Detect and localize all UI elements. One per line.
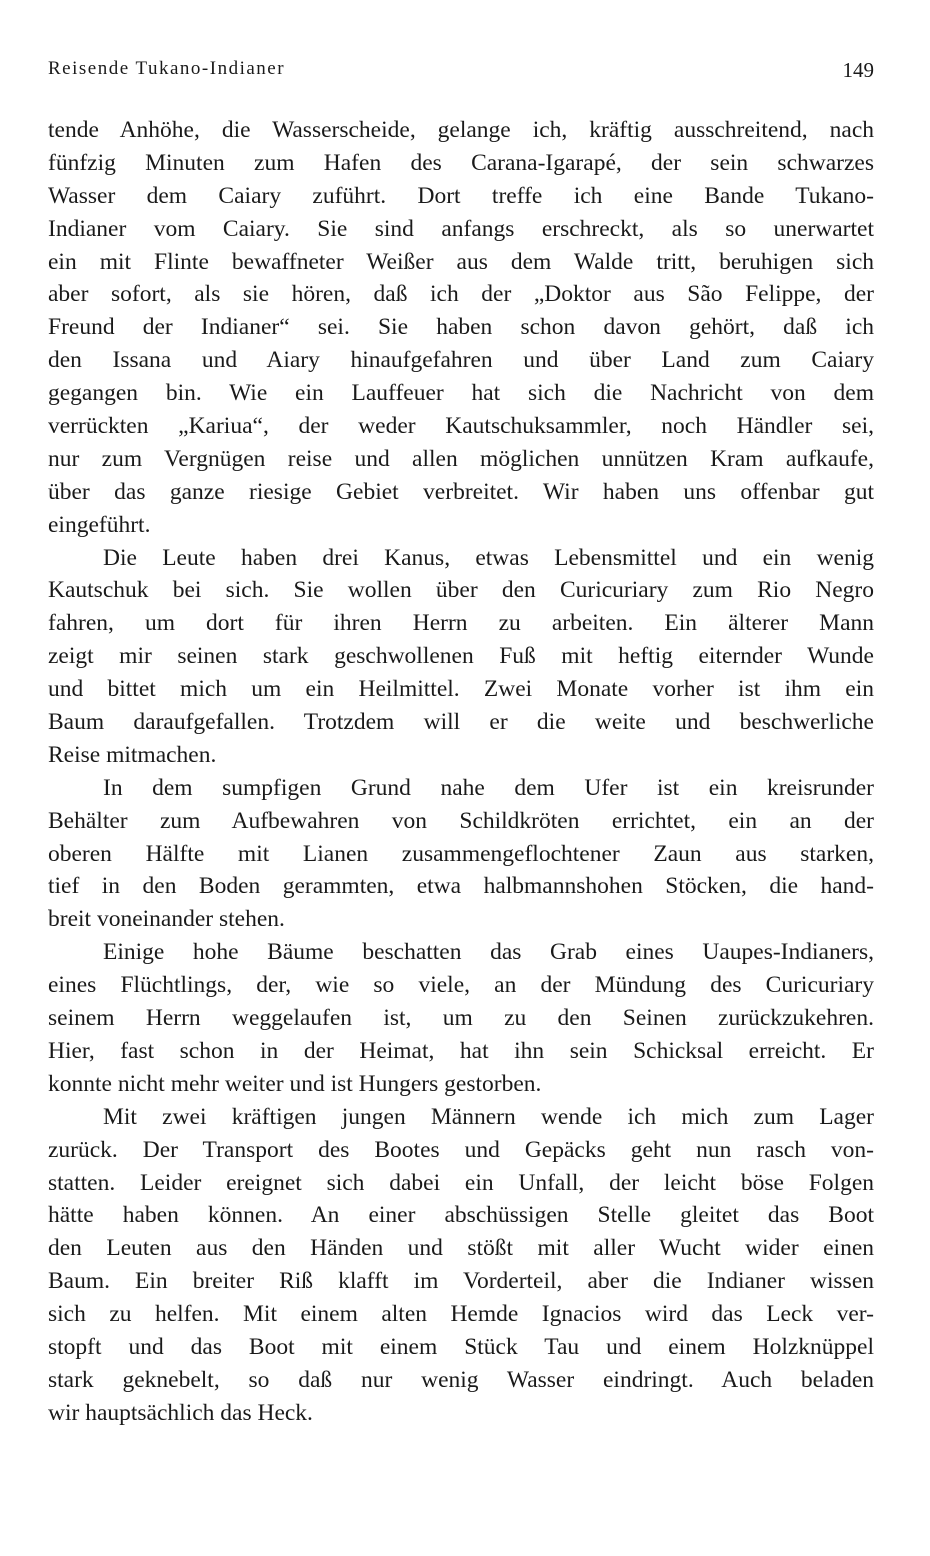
body-text (48, 114, 874, 1430)
text-line: seinem Herrn weggelaufen ist, um zu den Seinen zurückzukehren. (48, 1005, 874, 1032)
text-line: ein mit Flinte bewaffneter Weißer aus dem Walde tritt, beruhigen sich (48, 248, 874, 275)
text-line: Baum. Ein breiter Riß klafft im Vorderteil, aber die Indianer wissen (48, 1268, 874, 1295)
text-line: tief in den Boden gerammten, etwa halbmannshohen Stöcken, die hand- (48, 873, 874, 900)
text-line: Wasser dem Caiary zuführt. Dort treffe ich eine Bande Tukano- (48, 182, 874, 209)
text-line: stopft und das Boot mit einem Stück Tau und einem Holzknüppel (48, 1333, 874, 1360)
text-line: Mit zwei kräftigen jungen Männern wende ich mich zum Lager (103, 1103, 874, 1130)
text-line: aber sofort, als sie hören, daß ich der „Doktor aus São Felippe, der (48, 281, 874, 308)
text-line: gegangen bin. Wie ein Lauffeuer hat sich die Nachricht von dem (48, 380, 874, 407)
text-line: Indianer vom Caiary. Sie sind anfangs erschreckt, als so unerwartet (48, 215, 874, 242)
text-line: eines Flüchtlings, der, wie so viele, an der Mündung des Curicuriary (48, 972, 874, 999)
text-line: Kautschuk bei sich. Sie wollen über den Curicuriary zum Rio Negro (48, 577, 874, 604)
page-number: 149 (842, 58, 874, 82)
text-line: den Leuten aus den Händen und stößt mit aller Wucht wider einen (48, 1235, 874, 1262)
text-line: verrückten „Kariua“, der weder Kautschuksammler, noch Händler sei, (48, 413, 874, 440)
text-line: sich zu helfen. Mit einem alten Hemde Ignacios wird das Leck ver- (48, 1301, 874, 1328)
text-line: tende Anhöhe, die Wasserscheide, gelange ich, kräftig ausschreitend, nach (48, 117, 874, 143)
text-line: statten. Leider ereignet sich dabei ein Unfall, der leicht böse Folgen (48, 1169, 874, 1196)
text-line: hätte haben können. An einer abschüssigen Stelle gleitet das Boot (48, 1202, 874, 1229)
text-line: eingeführt. (48, 511, 151, 538)
text-line: Behälter zum Aufbewahren von Schildkröten errichtet, ein an der (48, 807, 874, 834)
text-line: zurück. Der Transport des Bootes und Gepäcks geht nun rasch von- (48, 1136, 874, 1163)
text-line: Baum daraufgefallen. Trotzdem will er die weite und beschwerliche (48, 709, 874, 736)
text-line: breit voneinander stehen. (48, 906, 285, 933)
text-line: fünfzig Minuten zum Hafen des Carana-Igarapé, der sein schwarzes (48, 149, 874, 176)
text-line: Freund der Indianer“ sei. Sie haben schon davon gehört, daß ich (48, 314, 874, 341)
text-line: Die Leute haben drei Kanus, etwas Lebensmittel und ein wenig (103, 544, 874, 571)
text-line: den Issana und Aiary hinaufgefahren und über Land zum Caiary (48, 347, 874, 374)
running-title: Reisende Tukano-Indianer (48, 58, 286, 79)
text-line: und bittet mich um ein Heilmittel. Zwei Monate vorher ist ihm ein (48, 676, 874, 703)
text-line: konnte nicht mehr weiter und ist Hungers gestorben. (48, 1070, 542, 1097)
text-line: fahren, um dort für ihren Herrn zu arbeiten. Ein älterer Mann (48, 610, 874, 637)
text-line: oberen Hälfte mit Lianen zusammengeflochtener Zaun aus starken, (48, 840, 874, 867)
text-line: Einige hohe Bäume beschatten das Grab eines Uaupes-Indianers, (103, 939, 874, 966)
text-line: zeigt mir seinen stark geschwollenen Fuß mit heftig eiternder Wunde (48, 643, 874, 670)
text-line: stark geknebelt, so daß nur wenig Wasser eindringt. Auch beladen (48, 1366, 874, 1393)
text-line: nur zum Vergnügen reise und allen möglichen unnützen Kram aufkaufe, (48, 445, 874, 472)
text-line: In dem sumpfigen Grund nahe dem Ufer ist ein kreisrunder (103, 774, 874, 801)
running-head (48, 58, 874, 88)
text-line: Hier, fast schon in der Heimat, hat ihn sein Schicksal erreicht. Er (48, 1037, 874, 1064)
text-line: Reise mitmachen. (48, 741, 217, 768)
text-line: wir hauptsächlich das Heck. (48, 1399, 313, 1426)
text-line: über das ganze riesige Gebiet verbreitet. Wir haben uns offenbar gut (48, 478, 874, 505)
